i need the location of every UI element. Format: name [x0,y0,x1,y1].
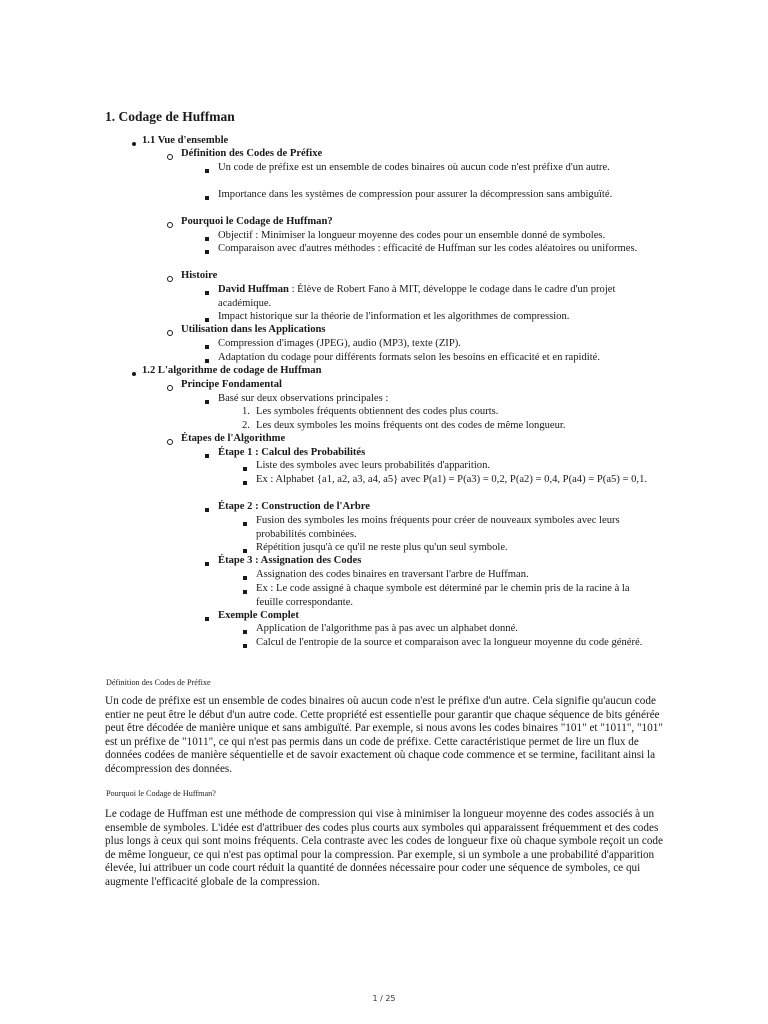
bullet-circle [167,276,173,282]
bullet-square [205,617,209,621]
outline-use-title: Utilisation dans les Applications [181,324,326,335]
bullet-square [243,590,247,594]
bullet-square [205,562,209,566]
bullet-square [205,196,209,200]
outline-step3-item-2: Ex : Le code assigné à chaque symbole est déterminé par le chemin pris de la racine à la feuille correspondante. [256,583,630,608]
bullet-square [243,576,247,580]
outline-step3-title: Étape 3 : Assignation des Codes [218,555,362,566]
bullet-circle [167,385,173,391]
outline-hist-item-2: Impact historique sur la théorie de l'information et les algorithmes de compression. [218,311,570,322]
subheading-why-huffman: Pourquoi le Codage de Huffman? [106,789,216,798]
hist-item-text: : Élève de Robert Fano à MIT, développe le codage dans le cadre d'un projet académique. [218,284,616,309]
outline-step2-item-1: Fusion des symboles les moins fréquents pour créer de nouveaux symboles avec leurs probabilités combinées. [256,515,620,540]
bullet-disc [132,142,136,146]
bullet-square [205,345,209,349]
bullet-square [205,454,209,458]
outline-why-item-1: Objectif : Minimiser la longueur moyenne des codes pour un ensemble donné de symboles. [218,230,606,241]
outline-why-title: Pourquoi le Codage de Huffman? [181,216,333,227]
outline-step1-title: Étape 1 : Calcul des Probabilités [218,447,366,458]
bullet-square [205,359,209,363]
bullet-square [205,318,209,322]
outline-example-item-2: Calcul de l'entropie de la source et comparaison avec la longueur moyenne du code généré. [256,637,643,648]
bullet-square [243,522,247,526]
bullet-square [205,400,209,404]
page-number: 1 / 25 [372,994,396,1003]
bullet-square [205,169,209,173]
person-name: David Huffman [218,284,289,295]
bullet-circle [167,330,173,336]
outline-hist-item-1 [218,283,644,310]
paragraph-why-huffman: Le codage de Huffman est une méthode de compression qui vise à minimiser la longueur moyenne des codes associés à un ensemble de symboles. L'idée est d'attribuer des codes plus courts aux symboles qui apparaissent fréquemment et des codes plus longs à ceux qui sont moins fréquents. Cela contraste avec les codes de longueur fixe où chaque symbole reçoit un code de même longueur, ce qui n'est pas optimal pour la compression. Par exemple, si un symbole a une probabilité d'apparition élevée, lui attribuer un code court réduit la quantité de données nécessaire pour coder une séquence de symboles, ce qui augmente l'efficacité globale de la compression. [105,808,663,888]
outline-step1-item-2: Ex : Alphabet {a1, a2, a3, a4, a5} avec P(a1) = P(a3) = 0,2, P(a2) = 0,4, P(a4) = P(a5) = 0,1. [256,474,648,485]
outline-def-item-1: Un code de préfixe est un ensemble de codes binaires où aucun code n'est préfixe d'un autre. [218,162,610,173]
bullet-square [243,481,247,485]
bullet-square [243,630,247,634]
bullet-square [205,250,209,254]
outline-use-item-2: Adaptation du codage pour différents formats selon les besoins en efficacité et en rapidité. [218,352,601,363]
bullet-square [243,467,247,471]
outline-item-1-2: 1.2 L'algorithme de codage de Huffman [142,365,322,376]
bullet-square [205,237,209,241]
list-number-2: 2. [242,420,250,431]
outline-item-1-1: 1.1 Vue d'ensemble [142,135,229,146]
outline-example-title: Exemple Complet [218,610,299,621]
outline-example-item-1: Application de l'algorithme pas à pas avec un alphabet donné. [256,623,518,634]
bullet-circle [167,154,173,160]
outline-pf-numbered-2: Les deux symboles les moins fréquents ont des codes de même longueur. [256,420,566,431]
outline-step1-item-1: Liste des symboles avec leurs probabilités d'apparition. [256,460,491,471]
outline-def-title: Définition des Codes de Préfixe [181,148,323,159]
paragraph-definition: Un code de préfixe est un ensemble de codes binaires où aucun code n'est le préfixe d'un autre. Cela signifie qu'aucun code entier ne peut être le début d'un autre code. Cette propriété est essentielle pour garantir que chaque séquence de bits générée peut être décodée de manière unique et sans ambiguïté. Par exemple, si nous avons les codes binaires "101" et "1011", "101" est un préfixe de "1011", ce qui n'est pas permis dans un code de préfixe. Cette caractéristique permet de lire un flux de données codées de manière séquentielle et de savoir exactement où chaque code commence et se termine, facilitant ainsi la décompression des données. [105,695,663,775]
outline-step2-title: Étape 2 : Construction de l'Arbre [218,501,370,512]
subheading-definition: Définition des Codes de Préfixe [106,678,211,687]
bullet-square [243,644,247,648]
outline-hist-title: Histoire [181,270,218,281]
outline-steps-title: Étapes de l'Algorithme [181,433,286,444]
list-number-1: 1. [242,406,250,417]
outline-why-item-2: Comparaison avec d'autres méthodes : efficacité de Huffman sur les codes aléatoires ou uniformes. [218,243,638,254]
outline-pf-title: Principe Fondamental [181,379,282,390]
bullet-circle [167,222,173,228]
outline-pf-numbered-1: Les symboles fréquents obtiennent des codes plus courts. [256,406,499,417]
bullet-square [205,291,209,295]
bullet-disc [132,372,136,376]
outline-step3-item-1: Assignation des codes binaires en traversant l'arbre de Huffman. [256,569,529,580]
outline-def-item-2: Importance dans les systèmes de compression pour assurer la décompression sans ambiguïté. [218,189,613,200]
outline-pf-item-1: Basé sur deux observations principales : [218,393,389,404]
outline-step2-item-2: Répétition jusqu'à ce qu'il ne reste plus qu'un seul symbole. [256,542,508,553]
bullet-square [205,508,209,512]
bullet-square [243,549,247,553]
section-title: 1. Codage de Huffman [105,109,235,124]
bullet-circle [167,439,173,445]
outline-use-item-1: Compression d'images (JPEG), audio (MP3), texte (ZIP). [218,338,461,349]
